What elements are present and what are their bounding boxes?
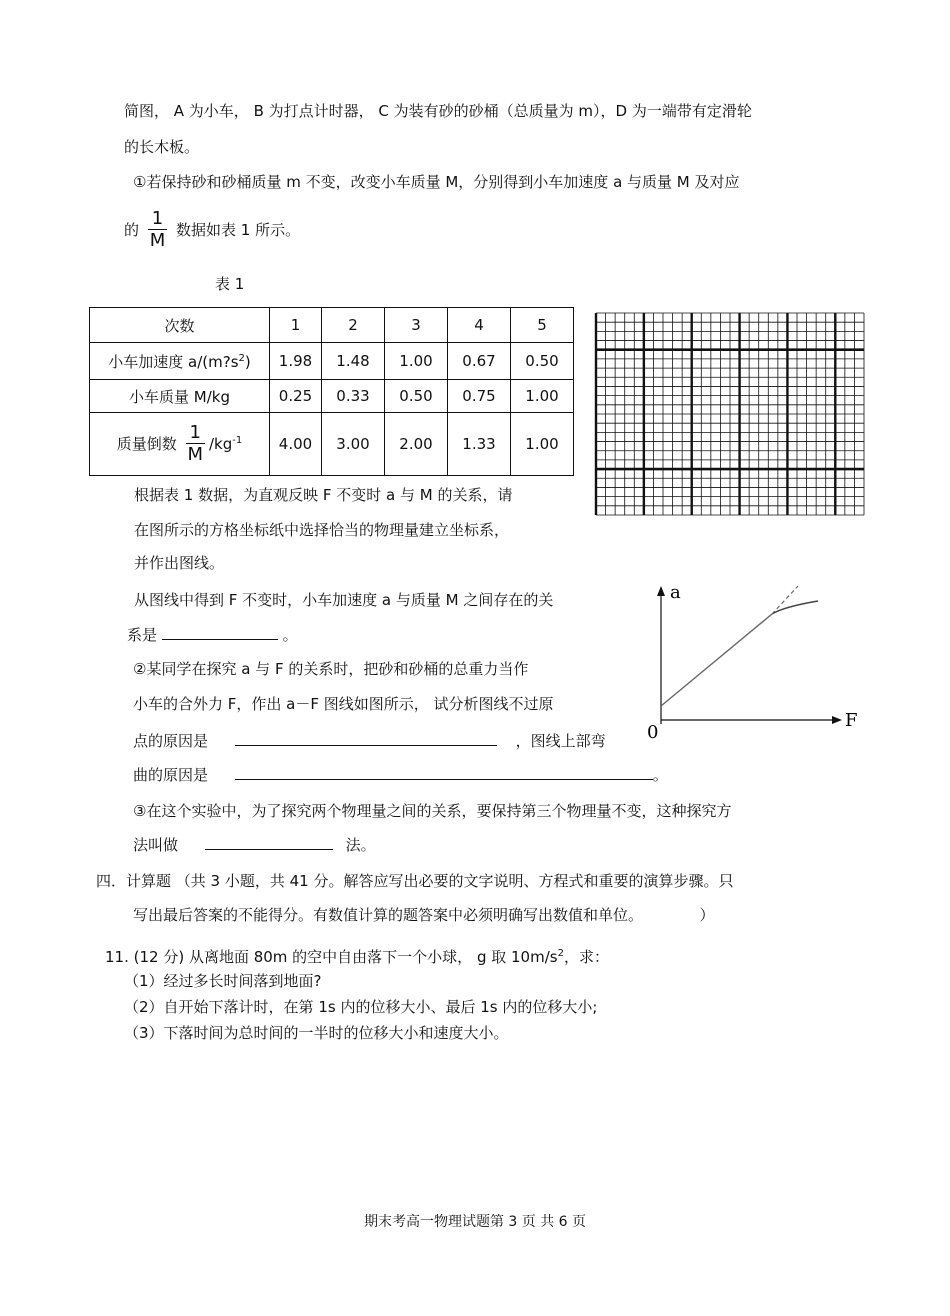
table-cell: 2.00 xyxy=(385,413,448,476)
problem11-heading: 11. (12 分) 从离地面 80m 的空中自由落下一个小球， g 取 $10m/s^2$，求： xyxy=(105,948,609,966)
table-cell: 1.00 xyxy=(511,380,574,413)
section4-line-2: 写出最后答案的不能得分。有数值计算的题答案中必须明确写出数值和单位。 ） xyxy=(133,906,715,924)
row-label-acceleration: 小车加速度 $a/(m?s^2)$ xyxy=(90,343,270,380)
table-header-cell: 3 xyxy=(385,308,448,343)
graph-paper-grid xyxy=(590,307,870,521)
table-header-cell: 1 xyxy=(270,308,322,343)
data-table xyxy=(89,307,574,476)
answer-blank-origin-reason[interactable] xyxy=(235,731,497,746)
table-cell: 3.00 xyxy=(322,413,385,476)
question2-line-1: ②某同学在探究 a 与 F 的关系时，把砂和砂桶的总重力当作 xyxy=(133,660,529,678)
table-header-cell: 次数 xyxy=(90,308,270,343)
question2-line-3: 点的原因是 ，图线上部弯 xyxy=(133,732,606,750)
body-paragraph-2: 在图所示的方格坐标纸中选择恰当的物理量建立坐标系， xyxy=(134,521,510,539)
question3-line-1: ③在这个实验中，为了探究两个物理量之间的关系，要保持第三个物理量不变，这种探究方 xyxy=(133,802,732,820)
body-paragraph-3: 并作出图线。 xyxy=(134,554,225,572)
question2-line-2: 小车的合外力 F，作出 a－F 图线如图所示， 试分析图线不过原 xyxy=(133,695,554,713)
intro-line-2: 的长木板。 xyxy=(124,138,200,156)
question2-line-4: 曲的原因是 。 xyxy=(133,766,668,784)
y-axis-label: a xyxy=(670,582,681,603)
fraction-1-over-m: $\frac{1}{M}$ xyxy=(149,208,166,251)
table-cell: 0.33 xyxy=(322,380,385,413)
answer-blank-relation[interactable] xyxy=(162,625,278,640)
body-paragraph-1: 根据表 1 数据，为直观反映 F 不变时 a 与 M 的关系，请 xyxy=(134,486,513,504)
body-paragraph-4: 从图线中得到 F 不变时，小车加速度 a 与质量 M 之间存在的关 xyxy=(134,591,554,609)
table-cell: 1.00 xyxy=(511,413,574,476)
table-caption: 表 1 xyxy=(215,275,245,293)
row-label-inverse-mass: 质量倒数 $\frac{1}{M}$ $/kg^{-1}$ xyxy=(90,413,270,476)
answer-blank-curve-reason[interactable] xyxy=(235,765,653,780)
table-cell: 0.75 xyxy=(448,380,511,413)
problem11-sub-1: （1）经过多长时间落到地面? xyxy=(124,972,322,990)
table-cell: 0.50 xyxy=(385,380,448,413)
row-label-mass: 小车质量 M/kg xyxy=(90,380,270,413)
intro-line-1: 简图， A 为小车， B 为打点计时器， C 为装有砂的砂桶（总质量为 m），D 为一端带有定滑轮 xyxy=(124,102,752,120)
table-cell: 1.48 xyxy=(322,343,385,380)
problem11-sub-3: （3）下落时间为总时间的一半时的位移大小和速度大小。 xyxy=(124,1024,509,1042)
table-cell: 1.00 xyxy=(385,343,448,380)
page-footer: 期末考高一物理试题第 3 页 共 6 页 xyxy=(363,1214,587,1230)
question3-line-2: 法叫做 法。 xyxy=(133,836,376,854)
section4-line-1: 四．计算题 （共 3 小题，共 41 分。解答应写出必要的文字说明、方程式和重要的演算步骤。只 xyxy=(96,872,734,890)
problem11-sub-2: （2）自开始下落计时，在第 1s 内的位移大小、最后 1s 内的位移大小; xyxy=(124,998,598,1016)
table-cell: 4.00 xyxy=(270,413,322,476)
table-cell: 1.33 xyxy=(448,413,511,476)
table-header-cell: 4 xyxy=(448,308,511,343)
answer-blank-method[interactable] xyxy=(205,835,333,850)
table-row-inverse-mass xyxy=(90,413,574,476)
origin-label: 0 xyxy=(647,722,659,743)
table-header-cell: 5 xyxy=(511,308,574,343)
table-header-row xyxy=(90,308,574,343)
x-axis-label: F xyxy=(845,710,858,731)
a-f-graph xyxy=(638,574,870,744)
table-cell: 0.67 xyxy=(448,343,511,380)
body-paragraph-5: 系是 。 xyxy=(127,626,298,644)
table-cell: 0.50 xyxy=(511,343,574,380)
question1-line-2: 的 $\frac{1}{M}$ 数据如表 1 所示。 xyxy=(124,208,301,251)
table-cell: 1.98 xyxy=(270,343,322,380)
table-cell: 0.25 xyxy=(270,380,322,413)
question1-line-1: ①若保持砂和砂桶质量 m 不变，改变小车质量 M，分别得到小车加速度 a 与质量 M 及对应 xyxy=(133,173,740,191)
table-row-acceleration xyxy=(90,343,574,380)
table-row-mass xyxy=(90,380,574,413)
table-header-cell: 2 xyxy=(322,308,385,343)
